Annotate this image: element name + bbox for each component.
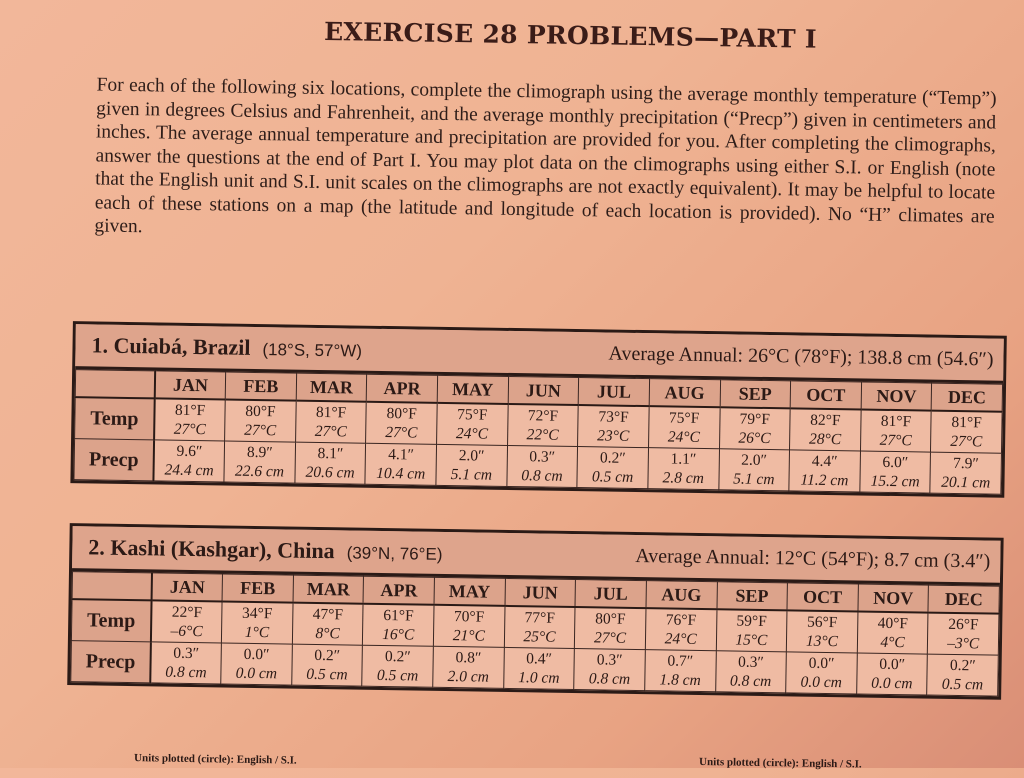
month-header: DEC (928, 585, 999, 614)
temp-f: 59°F (736, 612, 767, 631)
precp-in: 0.3″ (737, 653, 765, 671)
precp-cm: 22.6 cm (234, 462, 285, 481)
precp-cm: 0.0 cm (800, 673, 843, 692)
temp-f: 79°F (739, 410, 771, 429)
month-header: FEB (225, 372, 296, 401)
precp-cell (295, 442, 366, 484)
precp-in: 0.7″ (667, 652, 694, 670)
precp-cell (577, 447, 648, 489)
precp-cell (362, 645, 433, 687)
temp-f: 61°F (383, 607, 414, 625)
precp-cm: 5.1 cm (450, 466, 493, 484)
month-header: MAR (293, 575, 364, 604)
row-label-precp: Precp (71, 641, 151, 683)
temp-c: 24°C (667, 428, 701, 446)
month-header: AUG (649, 379, 720, 408)
month-header: AUG (646, 581, 717, 610)
precp-cm: 1.8 cm (659, 671, 701, 689)
precp-cell (150, 642, 221, 684)
precp-cell (930, 452, 1001, 494)
precp-in: 8.9″ (246, 443, 273, 462)
temp-cell (578, 405, 649, 448)
precp-cell (365, 443, 436, 485)
temp-f: 73°F (598, 408, 629, 426)
month-header: JAN (155, 371, 226, 400)
temp-cell (363, 604, 434, 647)
precp-cell (645, 650, 716, 692)
temp-f: 81°F (880, 412, 912, 431)
temp-cell (648, 406, 719, 449)
precp-cell (789, 450, 860, 492)
temp-f: 47°F (312, 605, 344, 624)
temp-cell (222, 601, 293, 644)
precp-cm: 0.8 cm (588, 670, 631, 688)
precp-in: 0.2″ (384, 648, 411, 666)
temp-f: 56°F (806, 613, 838, 632)
temp-cell (437, 403, 508, 446)
temp-f: 26°F (948, 615, 979, 634)
temp-c: 28°C (808, 430, 842, 449)
precp-cm: 0.8 cm (165, 663, 207, 682)
temp-cell (645, 608, 716, 651)
precp-cell (224, 441, 295, 483)
page-title: EXERCISE 28 PROBLEMS—PART I (323, 17, 818, 54)
precp-in: 7.9″ (952, 454, 980, 473)
footer-units-left: Units plotted (circle): English / S.I. (133, 752, 297, 767)
temp-cell (860, 409, 931, 452)
precp-in: 0.8″ (455, 649, 482, 667)
precp-cm: 0.5 cm (376, 666, 419, 685)
temp-c: 27°C (593, 629, 627, 647)
temp-f: 40°F (877, 614, 909, 633)
temp-f: 80°F (386, 405, 417, 423)
precp-cm: 15.2 cm (870, 472, 920, 491)
month-header: NOV (861, 382, 932, 411)
precp-in: 9.6″ (176, 442, 203, 461)
precp-in: 0.2″ (314, 646, 341, 665)
temp-f: 70°F (453, 608, 485, 626)
temp-c: 27°C (244, 421, 277, 440)
precp-in: 2.0″ (458, 447, 485, 465)
precp-in: 0.2″ (949, 656, 976, 675)
temp-c: –3°C (947, 634, 980, 653)
month-header: JUN (508, 376, 579, 405)
precp-cell (221, 643, 292, 685)
temp-c: 27°C (879, 431, 912, 450)
row-label-temp: Temp (71, 599, 151, 642)
temp-c: 16°C (382, 625, 415, 644)
precp-cm: 10.4 cm (376, 464, 426, 483)
precp-cell (856, 653, 927, 695)
average-annual: Average Annual: 12°C (54°F); 8.7 cm (3.4″) (635, 544, 991, 573)
temp-f: 81°F (951, 413, 982, 432)
temp-cell (507, 404, 578, 447)
temp-cell (790, 408, 861, 451)
temp-cell (295, 401, 366, 444)
month-header: JUL (575, 580, 646, 609)
temp-c: 15°C (735, 631, 768, 650)
temp-c: 1°C (244, 623, 270, 642)
footer-units-right: Units plotted (circle): English / S.I. (698, 755, 862, 771)
precp-in: 0.2″ (599, 449, 626, 467)
row-label-temp: Temp (75, 397, 155, 440)
precp-cm: 2.0 cm (447, 668, 489, 686)
month-header: APR (363, 576, 434, 605)
precp-in: 1.1″ (670, 450, 697, 468)
temp-cell (928, 613, 999, 656)
temp-f: 75°F (457, 406, 488, 424)
precp-cell (927, 654, 998, 696)
precp-cell (433, 646, 504, 688)
temp-cell (716, 609, 787, 652)
precp-cell (153, 440, 224, 482)
temp-c: 21°C (452, 627, 485, 645)
temp-c: 24°C (664, 630, 697, 648)
month-header: MAR (296, 373, 367, 402)
precp-cm: 0.8 cm (729, 672, 772, 691)
precp-cell (574, 649, 645, 691)
month-header: MAY (434, 577, 505, 606)
precp-in: 0.3″ (529, 448, 556, 466)
temp-f: 76°F (665, 611, 697, 629)
temp-c: 23°C (597, 427, 630, 445)
precp-cm: 11.2 cm (800, 471, 849, 490)
precp-in: 4.1″ (388, 446, 415, 464)
precp-cm: 0.5 cm (941, 675, 984, 694)
precp-cell (291, 644, 362, 686)
precp-cell (436, 444, 507, 486)
precp-in: 4.4″ (811, 452, 838, 471)
month-header: JUN (505, 578, 576, 607)
temp-c: 27°C (385, 424, 418, 442)
location-table-2 (67, 523, 1003, 700)
temp-c: –6°C (170, 622, 203, 641)
temp-cell (366, 402, 437, 445)
location-name: 2. Kashi (Kashgar), China (88, 534, 335, 564)
precp-in: 0.3″ (596, 651, 623, 669)
temp-f: 75°F (668, 409, 700, 427)
temp-f: 81°F (174, 401, 206, 420)
temp-c: 22°C (526, 426, 559, 444)
precp-cell (718, 449, 789, 491)
month-header: OCT (787, 583, 858, 612)
instructions-paragraph: For each of the following six locations, complete the climograph using the average monthly temperature (“Temp”) given in degrees Celsius and Fahrenheit, and the average monthly precipitation (“Precp”) given in centimeters and inches. The average annual temperature and precipitation are provided for you. After completing the climographs, answer the questions at the end of Part I. You may plot data on the climographs using either S.I. or English (note that the English unit and S.I. unit scales on the climographs are not exactly equivalent). It may be helpful to locate each of these stations on a map (the latitude and longitude of each location is provided). No “H” climates are given. (94, 74, 997, 238)
month-header: DEC (932, 383, 1003, 412)
location-name: 1. Cuiabá, Brazil (91, 332, 251, 360)
precp-cm: 20.1 cm (941, 473, 991, 492)
precp-cm: 0.5 cm (591, 468, 634, 486)
temp-f: 77°F (524, 609, 556, 627)
temp-c: 27°C (950, 432, 983, 451)
month-header: MAY (437, 375, 508, 404)
temp-f: 34°F (241, 604, 273, 623)
precp-in: 2.0″ (741, 451, 768, 470)
location-coords: (39°N, 76°E) (346, 543, 443, 564)
climate-data-table (73, 369, 1003, 495)
temp-cell (786, 610, 857, 653)
precp-in: 8.1″ (317, 444, 344, 463)
average-annual: Average Annual: 26°C (78°F); 138.8 cm (54.6″) (608, 342, 994, 371)
temp-f: 80°F (595, 610, 626, 628)
precp-cell (507, 445, 578, 487)
precp-cm: 0.5 cm (306, 665, 348, 684)
temp-f: 81°F (315, 403, 347, 422)
precp-cm: 24.4 cm (164, 461, 214, 480)
month-header: JUL (578, 378, 649, 407)
precp-in: 0.0″ (879, 655, 906, 674)
temp-cell (931, 411, 1002, 454)
temp-f: 80°F (245, 402, 276, 421)
month-header: APR (367, 374, 438, 403)
precp-cm: 20.6 cm (305, 463, 355, 482)
precp-cm: 0.8 cm (521, 467, 563, 485)
temp-c: 27°C (173, 420, 206, 439)
temp-c: 4°C (880, 633, 905, 652)
temp-c: 26°C (738, 429, 771, 448)
month-header: JAN (152, 573, 223, 602)
temp-cell (154, 398, 225, 441)
precp-cm: 0.0 cm (871, 674, 913, 693)
row-label-precp: Precp (74, 439, 154, 481)
month-header: SEP (720, 380, 791, 409)
temp-cell (857, 611, 928, 654)
temp-c: 25°C (523, 628, 556, 646)
precp-in: 0.0″ (243, 645, 270, 664)
precp-in: 6.0″ (882, 453, 909, 472)
temp-f: 72°F (527, 407, 559, 425)
precp-cell (786, 652, 857, 694)
precp-cell (648, 448, 719, 490)
temp-c: 24°C (455, 425, 489, 443)
temp-cell (504, 606, 575, 649)
temp-f: 22°F (171, 603, 203, 622)
temp-cell (292, 603, 363, 646)
corner-cell (75, 370, 155, 399)
location-table-1 (70, 321, 1006, 498)
precp-cell (503, 647, 574, 689)
temp-cell (151, 600, 222, 643)
temp-cell (575, 607, 646, 650)
month-header: SEP (716, 582, 787, 611)
temp-cell (433, 605, 504, 648)
precp-cell (860, 451, 931, 493)
precp-cm: 0.0 cm (235, 664, 278, 683)
precp-cm: 2.8 cm (662, 469, 705, 488)
precp-cell (715, 651, 786, 693)
month-header: NOV (858, 584, 929, 613)
month-header: FEB (222, 574, 293, 603)
temp-c: 27°C (314, 422, 347, 441)
precp-in: 0.4″ (526, 650, 553, 668)
temp-c: 13°C (805, 632, 839, 651)
temp-cell (719, 407, 790, 450)
temp-cell (225, 399, 296, 442)
corner-cell (72, 572, 152, 601)
climate-data-table (70, 571, 1000, 697)
precp-in: 0.0″ (808, 654, 835, 673)
temp-c: 8°C (315, 624, 340, 643)
precp-in: 0.3″ (173, 644, 200, 663)
location-coords: (18°S, 57°W) (262, 340, 363, 361)
precp-cm: 5.1 cm (733, 470, 775, 489)
month-header: OCT (790, 381, 861, 410)
temp-f: 82°F (810, 411, 841, 430)
precp-cm: 1.0 cm (518, 669, 560, 687)
